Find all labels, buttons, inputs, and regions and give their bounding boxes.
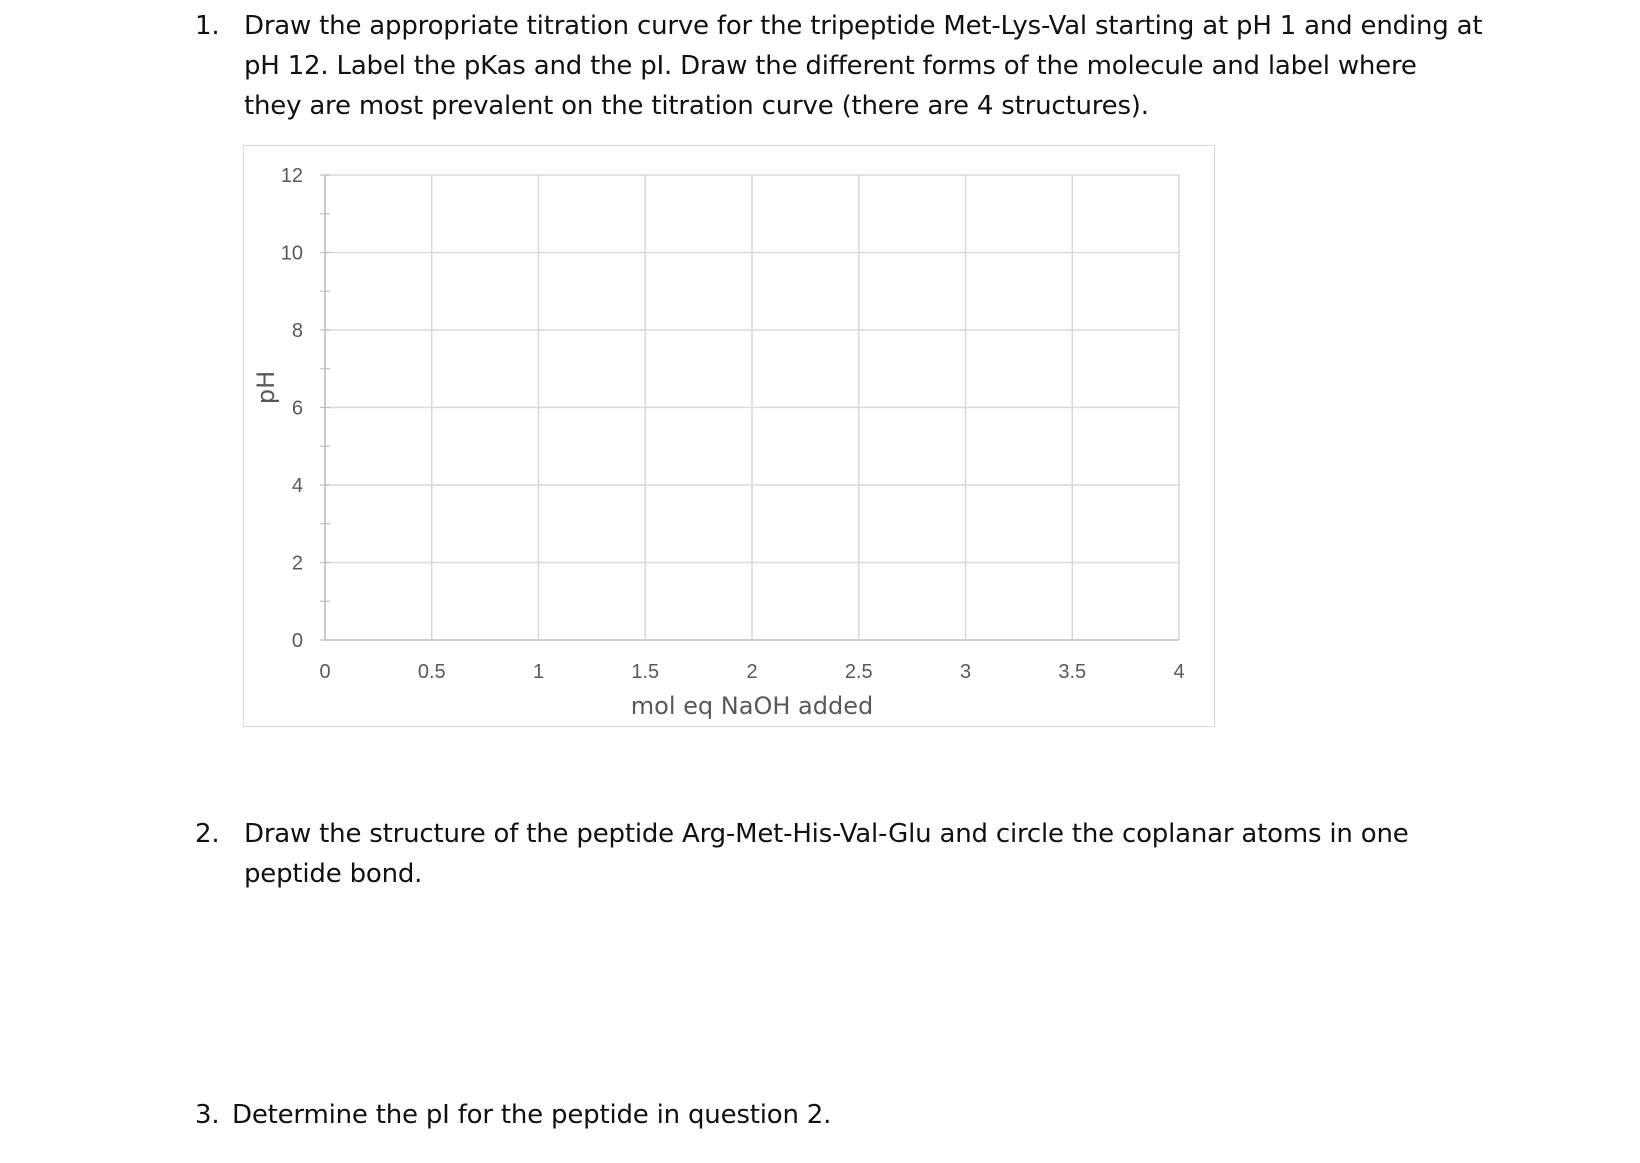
question-number: 2. [195, 819, 220, 849]
x-tick-label: 3.5 [1058, 661, 1087, 683]
question-text [232, 1095, 1472, 1135]
x-tick-label: 1.5 [631, 661, 660, 683]
y-tick-label: 0 [291, 630, 303, 652]
x-tick-label: 1 [532, 661, 545, 683]
question-line: pH 12. Label the pKas and the pI. Draw the different forms of the molecule and label where [244, 51, 1417, 81]
y-tick-label: 2 [291, 552, 303, 575]
x-tick-label: 3 [959, 661, 972, 683]
question-line: Draw the appropriate titration curve for the tripeptide Met-Lys-Val starting at pH 1 and ending at [244, 11, 1483, 41]
x-tick-label: 2 [746, 661, 758, 683]
y-tick-label: 12 [280, 165, 303, 187]
x-tick-label: 4 [1173, 661, 1185, 683]
question-text [244, 814, 1484, 894]
question-text [244, 6, 1484, 126]
x-tick-label: 0.5 [417, 661, 446, 683]
x-axis-title: mol eq NaOH added [630, 692, 874, 720]
y-tick-label: 10 [280, 242, 303, 265]
y-tick-label: 8 [291, 320, 303, 342]
question-number: 1. [195, 11, 220, 41]
y-tick-label: 4 [291, 475, 303, 497]
question-line: they are most prevalent on the titration curve (there are 4 structures). [244, 91, 1149, 121]
chart-svg [244, 146, 1216, 728]
question-line: peptide bond. [244, 859, 423, 889]
titration-chart [243, 145, 1215, 727]
y-axis-title: pH [252, 370, 280, 405]
x-tick-label: 0 [319, 661, 331, 683]
y-tick-label: 6 [291, 397, 303, 420]
question-line: Draw the structure of the peptide Arg-Met-His-Val-Glu and circle the coplanar atoms in one [244, 819, 1409, 849]
x-tick-label: 2.5 [844, 661, 873, 683]
question-line: Determine the pI for the peptide in question 2. [232, 1100, 832, 1130]
question-number: 3. [195, 1100, 220, 1130]
